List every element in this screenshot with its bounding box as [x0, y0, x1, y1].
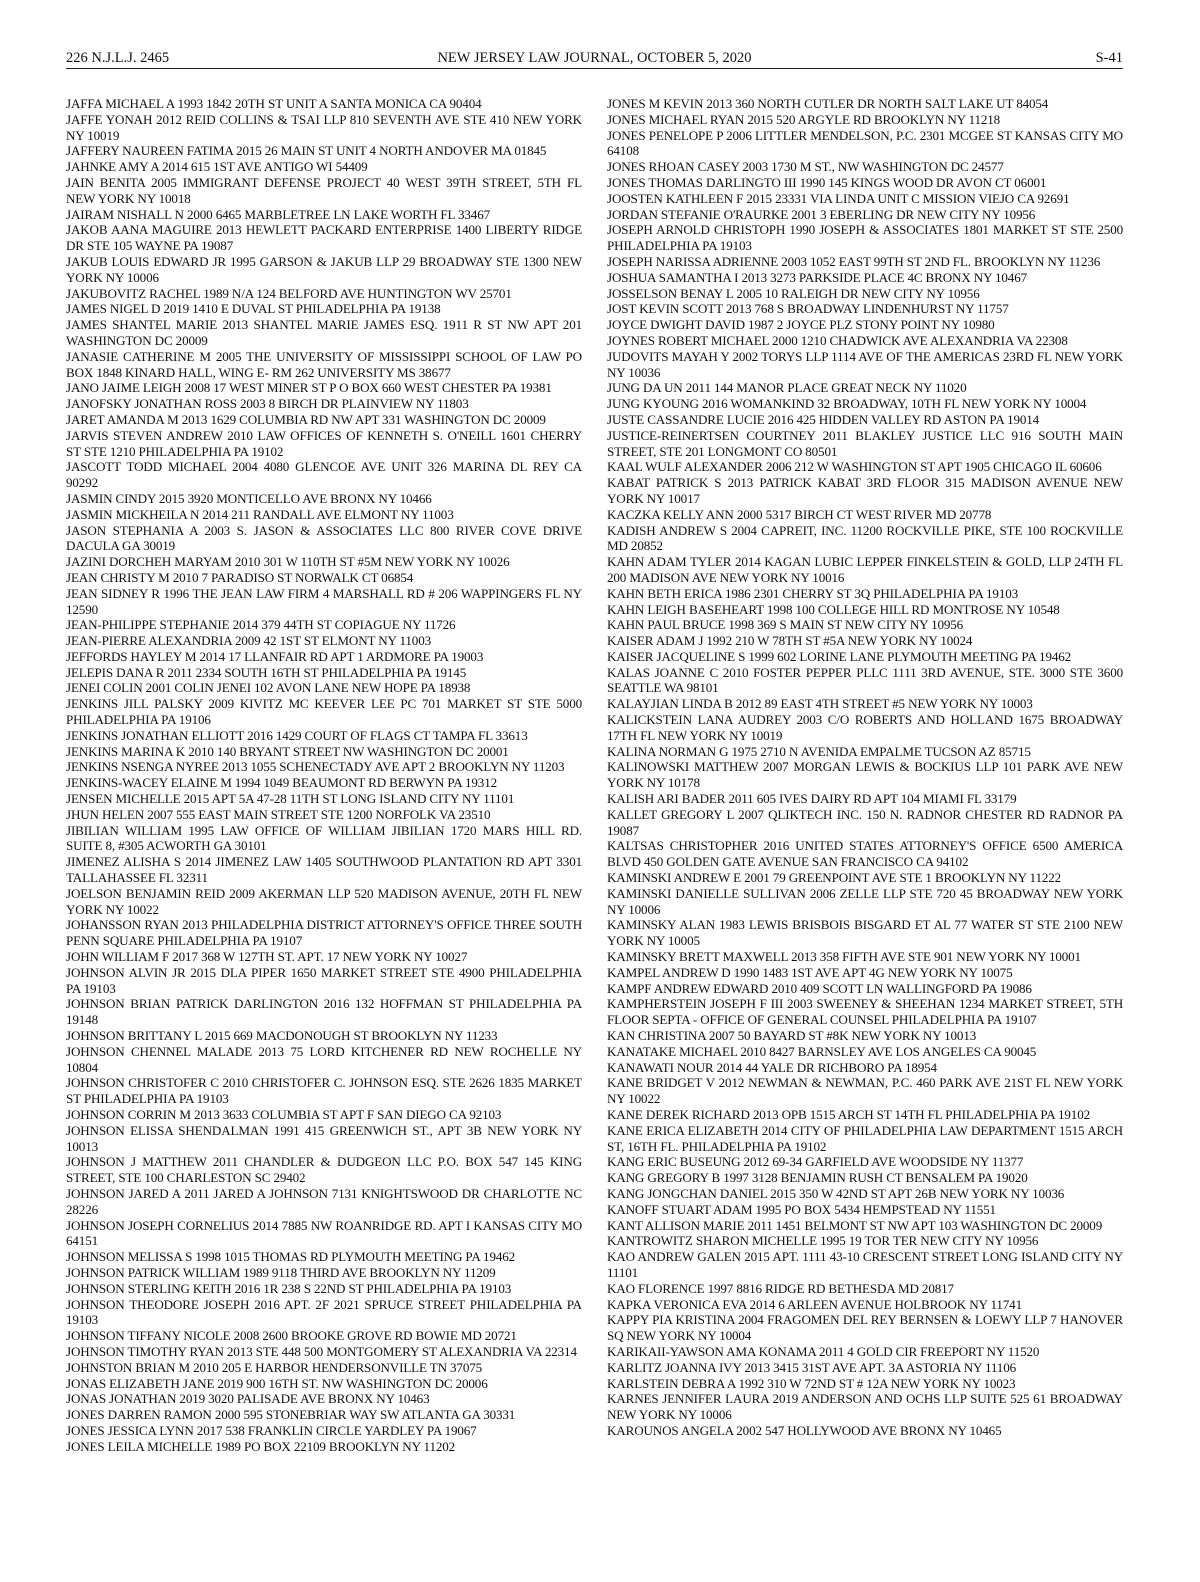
directory-entry: KALINA NORMAN G 1975 2710 N AVENIDA EMPALME TUCSON AZ 85715 [607, 743, 1031, 759]
directory-entry: KANG ERIC BUSEUNG 2012 69-34 GARFIELD AVE WOODSIDE NY 11377 [607, 1154, 1024, 1170]
directory-entry: JOHNSON TIMOTHY RYAN 2013 STE 448 500 MONTGOMERY ST ALEXANDRIA VA 22314 [66, 1343, 577, 1359]
directory-entry: JUDOVITS MAYAH Y 2002 TORYS LLP 1114 AVE OF THE AMERICAS 23RD FL NEW YORK NY 10036 [607, 348, 1123, 380]
directory-entry: JAIN BENITA 2005 IMMIGRANT DEFENSE PROJECT 40 WEST 39TH STREET, 5TH FL NEW YORK NY 10018 [66, 174, 582, 206]
directory-entry: KANAWATI NOUR 2014 44 YALE DR RICHBORO PA 18954 [607, 1059, 937, 1075]
directory-entry: JAMES SHANTEL MARIE 2013 SHANTEL MARIE JAMES ESQ. 1911 R ST NW APT 201 WASHINGTON DC 20009 [66, 317, 582, 348]
directory-entry: JOYCE DWIGHT DAVID 1987 2 JOYCE PLZ STONY POINT NY 10980 [607, 317, 995, 333]
directory-entry: JEAN CHRISTY M 2010 7 PARADISO ST NORWALK CT 06854 [66, 569, 414, 585]
directory-entry: JAKOB AANA MAGUIRE 2013 HEWLETT PACKARD ENTERPRISE 1400 LIBERTY RIDGE DR STE 105 WAYNE PA 19087 [66, 222, 582, 254]
directory-entry: JEAN-PHILIPPE STEPHANIE 2014 379 44TH ST COPIAGUE NY 11726 [66, 617, 456, 633]
directory-entry: JASCOTT TODD MICHAEL 2004 4080 GLENCOE AVE UNIT 326 MARINA DL REY CA 90292 [66, 459, 582, 491]
directory-entry: JUSTICE-REINERTSEN COURTNEY 2011 BLAKLEY JUSTICE LLC 916 SOUTH MAIN STREET, STE 201 LONGMONT CO 80501 [607, 427, 1123, 459]
directory-entry: JENKINS NSENGA NYREE 2013 1055 SCHENECTADY AVE APT 2 BROOKLYN NY 11203 [66, 759, 565, 775]
directory-entry: KALAS JOANNE C 2010 FOSTER PEPPER PLLC 1111 3RD AVENUE, STE. 3000 STE 3600 SEATTLE WA 98101 [607, 664, 1123, 696]
directory-entry: JIMENEZ ALISHA S 2014 JIMENEZ LAW 1405 SOUTHWOOD PLANTATION RD APT 3301 TALLAHASSEE FL 32311 [66, 854, 582, 886]
directory-entry: KAMINSKI DANIELLE SULLIVAN 2006 ZELLE LLP STE 720 45 BROADWAY NEW YORK NY 10006 [607, 885, 1123, 917]
directory-entry: JAMES NIGEL D 2019 1410 E DUVAL ST PHILADELPHIA PA 19138 [66, 301, 441, 317]
directory-entry: KAHN ADAM TYLER 2014 KAGAN LUBIC LEPPER FINKELSTEIN & GOLD, LLP 24TH FL 200 MADISON AVE NEW YORK NY 10016 [607, 554, 1123, 585]
directory-entry: JARVIS STEVEN ANDREW 2010 LAW OFFICES OF KENNETH S. O'NEILL 1601 CHERRY ST STE 1210 PHILADELPHIA PA 19102 [66, 427, 582, 459]
directory-entry: JONES JESSICA LYNN 2017 538 FRANKLIN CIRCLE YARDLEY PA 19067 [66, 1422, 477, 1438]
page-header [66, 48, 1123, 69]
directory-entry: KAHN BETH ERICA 1986 2301 CHERRY ST 3Q PHILADELPHIA PA 19103 [607, 585, 1019, 601]
directory-entry: JOHNSON ALVIN JR 2015 DLA PIPER 1650 MARKET STREET STE 4900 PHILADELPHIA PA 19103 [66, 964, 582, 996]
directory-entry: KAMPHERSTEIN JOSEPH F III 2003 SWEENEY & SHEEHAN 1234 MARKET STREET, 5TH FLOOR SEPTA - OFFICE OF GENERAL COUNSEL PHILADELPHIA PA 19107 [607, 996, 1123, 1028]
directory-entry: JASMIN MICKHEILA N 2014 211 RANDALL AVE ELMONT NY 11003 [66, 506, 454, 522]
directory-entry: JOHNSON CHRISTOFER C 2010 CHRISTOFER C. JOHNSON ESQ. STE 2626 1835 MARKET ST PHILADELPHIA PA 19103 [66, 1075, 582, 1107]
directory-entry: JAKUBOVITZ RACHEL 1989 N/A 124 BELFORD AVE HUNTINGTON WV 25701 [66, 285, 512, 301]
directory-entry: KARLSTEIN DEBRA A 1992 310 W 72ND ST # 12A NEW YORK NY 10023 [607, 1375, 1016, 1391]
directory-entry: KAMINSKY BRETT MAXWELL 2013 358 FIFTH AVE STE 901 NEW YORK NY 10001 [607, 949, 1081, 965]
directory-entry: KAN CHRISTINA 2007 50 BAYARD ST #8K NEW YORK NY 10013 [607, 1028, 977, 1044]
directory-entry: JELEPIS DANA R 2011 2334 SOUTH 16TH ST PHILADELPHIA PA 19145 [66, 664, 467, 680]
directory-entry: KALAYJIAN LINDA B 2012 89 EAST 4TH STREET #5 NEW YORK NY 10003 [607, 696, 1033, 712]
directory-entry: JONES DARREN RAMON 2000 595 STONEBRIAR WAY SW ATLANTA GA 30331 [66, 1407, 516, 1423]
directory-entry: JENKINS JILL PALSKY 2009 KIVITZ MC KEEVER LEE PC 701 MARKET ST STE 5000 PHILADELPHIA PA 19106 [66, 696, 582, 728]
directory-entry: KAPPY PIA KRISTINA 2004 FRAGOMEN DEL REY BERNSEN & LOEWY LLP 7 HANOVER SQ NEW YORK NY 10004 [607, 1312, 1123, 1344]
directory-entry: JONES M KEVIN 2013 360 NORTH CUTLER DR NORTH SALT LAKE UT 84054 [607, 96, 1049, 111]
directory-entry: JEAN SIDNEY R 1996 THE JEAN LAW FIRM 4 MARSHALL RD # 206 WAPPINGERS FL NY 12590 [66, 585, 582, 617]
directory-entry: JOHNSON STERLING KEITH 2016 1R 238 S 22ND ST PHILADELPHIA PA 19103 [66, 1280, 512, 1296]
directory-entry: JOELSON BENJAMIN REID 2009 AKERMAN LLP 520 MADISON AVENUE, 20TH FL NEW YORK NY 10022 [66, 885, 582, 917]
directory-entry: KANE DEREK RICHARD 2013 OPB 1515 ARCH ST 14TH FL PHILADELPHIA PA 19102 [607, 1107, 1090, 1122]
directory-entry: KAROUNOS ANGELA 2002 547 HOLLYWOOD AVE BRONX NY 10465 [607, 1422, 1002, 1438]
directory-entry: JANO JAIME LEIGH 2008 17 WEST MINER ST P O BOX 660 WEST CHESTER PA 19381 [66, 380, 552, 396]
directory-entry: JONES MICHAEL RYAN 2015 520 ARGYLE RD BROOKLYN NY 11218 [607, 111, 1001, 127]
left-column [66, 96, 582, 1455]
directory-entry: JOHNSON J MATTHEW 2011 CHANDLER & DUDGEON LLC P.O. BOX 547 145 KING STREET, STE 100 CHARLESTON SC 29402 [66, 1154, 582, 1186]
directory-entry: JAFFERY NAUREEN FATIMA 2015 26 MAIN ST UNIT 4 NORTH ANDOVER MA 01845 [66, 143, 547, 159]
page-citation: 226 N.J.L.J. 2465 [66, 50, 170, 66]
directory-entry: JONES THOMAS DARLINGTO III 1990 145 KINGS WOOD DR AVON CT 06001 [607, 174, 1047, 190]
directory-entry: KANE ERICA ELIZABETH 2014 CITY OF PHILADELPHIA LAW DEPARTMENT 1515 ARCH ST, 16TH FL. PHILADELPHIA PA 19102 [607, 1122, 1123, 1154]
directory-entry: JENEI COLIN 2001 COLIN JENEI 102 AVON LANE NEW HOPE PA 18938 [66, 680, 471, 696]
directory-entry: KAMINSKI ANDREW E 2001 79 GREENPOINT AVE STE 1 BROOKLYN NY 11222 [607, 870, 1062, 886]
directory-entry: JOHNSON TIFFANY NICOLE 2008 2600 BROOKE GROVE RD BOWIE MD 20721 [66, 1328, 517, 1344]
directory-entry: JOSEPH ARNOLD CHRISTOPH 1990 JOSEPH & ASSOCIATES 1801 MARKET ST STE 2500 PHILADELPHIA PA 19103 [607, 222, 1123, 254]
directory-entry: JOHNSON MELISSA S 1998 1015 THOMAS RD PLYMOUTH MEETING PA 19462 [66, 1249, 516, 1265]
directory-entry: JASMIN CINDY 2015 3920 MONTICELLO AVE BRONX NY 10466 [66, 490, 432, 506]
directory-entry: JONAS JONATHAN 2019 3020 PALISADE AVE BRONX NY 10463 [66, 1391, 430, 1407]
directory-entry: JAFFE YONAH 2012 REID COLLINS & TSAI LLP 810 SEVENTH AVE STE 410 NEW YORK NY 10019 [66, 111, 582, 143]
directory-entry: JANASIE CATHERINE M 2005 THE UNIVERSITY OF MISSISSIPPI SCHOOL OF LAW PO BOX 1848 KINARD HALL, WING E- RM 262 UNIVERSITY MS 38677 [66, 348, 582, 380]
directory-entry: KAHN PAUL BRUCE 1998 369 S MAIN ST NEW CITY NY 10956 [607, 617, 964, 633]
directory-entry: JONAS ELIZABETH JANE 2019 900 16TH ST. NW WASHINGTON DC 20006 [66, 1375, 488, 1391]
directory-entry: KAAL WULF ALEXANDER 2006 212 W WASHINGTON ST APT 1905 CHICAGO IL 60606 [607, 459, 1102, 475]
directory-entry: JEAN-PIERRE ALEXANDRIA 2009 42 1ST ST ELMONT NY 11003 [66, 633, 431, 649]
directory-entry: KAMPEL ANDREW D 1990 1483 1ST AVE APT 4G NEW YORK NY 10075 [607, 964, 1013, 980]
directory-entry: JENKINS-WACEY ELAINE M 1994 1049 BEAUMONT RD BERWYN PA 19312 [66, 775, 497, 791]
directory-entry: JAHNKE AMY A 2014 615 1ST AVE ANTIGO WI 54409 [66, 159, 368, 175]
directory-entry: JASON STEPHANIA A 2003 S. JASON & ASSOCIATES LLC 800 RIVER COVE DRIVE DACULA GA 30019 [66, 522, 582, 554]
directory-entry: JOHNSON PATRICK WILLIAM 1989 9118 THIRD AVE BROOKLYN NY 11209 [66, 1264, 496, 1280]
directory-entry: JONES RHOAN CASEY 2003 1730 M ST., NW WASHINGTON DC 24577 [607, 159, 1004, 175]
directory-entry: JOHNSON JOSEPH CORNELIUS 2014 7885 NW ROANRIDGE RD. APT I KANSAS CITY MO 64151 [66, 1217, 582, 1249]
directory-entry: KACZKA KELLY ANN 2000 5317 BIRCH CT WEST RIVER MD 20778 [607, 506, 992, 522]
directory-entry: JUSTE CASSANDRE LUCIE 2016 425 HIDDEN VALLEY RD ASTON PA 19014 [607, 411, 1040, 427]
directory-entry: KABAT PATRICK S 2013 PATRICK KABAT 3RD FLOOR 315 MADISON AVENUE NEW YORK NY 10017 [607, 475, 1123, 506]
directory-entry: KARLITZ JOANNA IVY 2013 3415 31ST AVE APT. 3A ASTORIA NY 11106 [607, 1359, 1016, 1375]
directory-entry: KAHN LEIGH BASEHEART 1998 100 COLLEGE HILL RD MONTROSE NY 10548 [607, 601, 1060, 617]
directory-entry: JAZINI DORCHEH MARYAM 2010 301 W 110TH ST #5M NEW YORK NY 10026 [66, 554, 510, 570]
directory-entry: JONES PENELOPE P 2006 LITTLER MENDELSON, P.C. 2301 MCGEE ST KANSAS CITY MO 64108 [607, 127, 1123, 159]
directory-entry: JOSHUA SAMANTHA I 2013 3273 PARKSIDE PLACE 4C BRONX NY 10467 [607, 269, 1027, 285]
directory-entry: KARNES JENNIFER LAURA 2019 ANDERSON AND OCHS LLP SUITE 525 61 BROADWAY NEW YORK NY 10006 [607, 1391, 1123, 1423]
directory-entry: KANATAKE MICHAEL 2010 8427 BARNSLEY AVE LOS ANGELES CA 90045 [607, 1043, 1037, 1059]
directory-entry: KAMINSKY ALAN 1983 LEWIS BRISBOIS BISGARD ET AL 77 WATER ST STE 2100 NEW YORK NY 10005 [607, 917, 1123, 949]
directory-entry: JOHN WILLIAM F 2017 368 W 127TH ST. APT. 17 NEW YORK NY 10027 [66, 949, 468, 965]
directory-entry: KAISER ADAM J 1992 210 W 78TH ST #5A NEW YORK NY 10024 [607, 633, 973, 649]
directory-entry: KANG GREGORY B 1997 3128 BENJAMIN RUSH CT BENSALEM PA 19020 [607, 1170, 1028, 1186]
directory-entry: JAKUB LOUIS EDWARD JR 1995 GARSON & JAKUB LLP 29 BROADWAY STE 1300 NEW YORK NY 10006 [66, 253, 582, 285]
directory-entry: JENSEN MICHELLE 2015 APT 5A 47-28 11TH ST LONG ISLAND CITY NY 11101 [66, 791, 515, 807]
directory-entry: KANG JONGCHAN DANIEL 2015 350 W 42ND ST APT 26B NEW YORK NY 10036 [607, 1185, 1065, 1201]
right-column [607, 96, 1123, 1439]
publication-title: NEW JERSEY LAW JOURNAL, OCTOBER 5, 2020 [437, 50, 752, 66]
directory-entry: JARET AMANDA M 2013 1629 COLUMBIA RD NW APT 331 WASHINGTON DC 20009 [66, 411, 546, 427]
directory-entry: KAPKA VERONICA EVA 2014 6 ARLEEN AVENUE HOLBROOK NY 11741 [607, 1296, 1022, 1312]
directory-entry: KALICKSTEIN LANA AUDREY 2003 C/O ROBERTS AND HOLLAND 1675 BROADWAY 17TH FL NEW YORK NY 10019 [607, 712, 1123, 743]
directory-entry: JOHNSTON BRIAN M 2010 205 E HARBOR HENDERSONVILLE TN 37075 [66, 1359, 483, 1375]
directory-entry: JOHNSON ELISSA SHENDALMAN 1991 415 GREENWICH ST., APT 3B NEW YORK NY 10013 [66, 1122, 582, 1154]
directory-entry: JUNG DA UN 2011 144 MANOR PLACE GREAT NECK NY 11020 [607, 380, 967, 396]
directory-entry: KALTSAS CHRISTOPHER 2016 UNITED STATES ATTORNEY'S OFFICE 6500 AMERICA BLVD 450 GOLDEN GATE AVENUE SAN FRANCISCO CA 94102 [607, 838, 1123, 870]
directory-entry: KANE BRIDGET V 2012 NEWMAN & NEWMAN, P.C. 460 PARK AVE 21ST FL NEW YORK NY 10022 [607, 1075, 1123, 1107]
page-number: S-41 [1095, 50, 1123, 66]
directory-entry: KANT ALLISON MARIE 2011 1451 BELMONT ST NW APT 103 WASHINGTON DC 20009 [607, 1217, 1103, 1233]
directory-entry: KALLET GREGORY L 2007 QLIKTECH INC. 150 N. RADNOR CHESTER RD RADNOR PA 19087 [607, 806, 1123, 838]
directory-entry: KALINOWSKI MATTHEW 2007 MORGAN LEWIS & BOCKIUS LLP 101 PARK AVE NEW YORK NY 10178 [607, 759, 1123, 791]
directory-entry: JOSSELSON BENAY L 2005 10 RALEIGH DR NEW CITY NY 10956 [607, 285, 980, 301]
directory-entry: KARIKAII-YAWSON AMA KONAMA 2011 4 GOLD CIR FREEPORT NY 11520 [607, 1343, 1040, 1359]
directory-entry: JAFFA MICHAEL A 1993 1842 20TH ST UNIT A SANTA MONICA CA 90404 [66, 96, 482, 111]
directory-entry: JOHNSON BRIAN PATRICK DARLINGTON 2016 132 HOFFMAN ST PHILADELPHIA PA 19148 [66, 996, 582, 1028]
directory-entry: JOYNES ROBERT MICHAEL 2000 1210 CHADWICK AVE ALEXANDRIA VA 22308 [607, 332, 1068, 348]
directory-entry: JENKINS MARINA K 2010 140 BRYANT STREET NW WASHINGTON DC 20001 [66, 743, 509, 759]
directory-entry: KAISER JACQUELINE S 1999 602 LORINE LANE PLYMOUTH MEETING PA 19462 [607, 648, 1072, 664]
directory-entry: JONES LEILA MICHELLE 1989 PO BOX 22109 BROOKLYN NY 11202 [66, 1438, 456, 1454]
directory-entry: KADISH ANDREW S 2004 CAPREIT, INC. 11200 ROCKVILLE PIKE, STE 100 ROCKVILLE MD 20852 [607, 522, 1123, 554]
directory-entry: KAMPF ANDREW EDWARD 2010 409 SCOTT LN WALLINGFORD PA 19086 [607, 980, 1032, 996]
directory-entry: JOSEPH NARISSA ADRIENNE 2003 1052 EAST 99TH ST 2ND FL. BROOKLYN NY 11236 [607, 253, 1101, 269]
directory-entry: JOST KEVIN SCOTT 2013 768 S BROADWAY LINDENHURST NY 11757 [607, 301, 1009, 317]
directory-entry: JEFFORDS HAYLEY M 2014 17 LLANFAIR RD APT 1 ARDMORE PA 19003 [66, 648, 484, 664]
directory-entry: JOHANSSON RYAN 2013 PHILADELPHIA DISTRICT ATTORNEY'S OFFICE THREE SOUTH PENN SQUARE PHILADELPHIA PA 19107 [66, 917, 582, 949]
directory-entry: JHUN HELEN 2007 555 EAST MAIN STREET STE 1200 NORFOLK VA 23510 [66, 806, 491, 822]
directory-entry: JOHNSON CORRIN M 2013 3633 COLUMBIA ST APT F SAN DIEGO CA 92103 [66, 1107, 502, 1122]
directory-entry: JOHNSON CHENNEL MALADE 2013 75 LORD KITCHENER RD NEW ROCHELLE NY 10804 [66, 1043, 582, 1075]
directory-entry: JIBILIAN WILLIAM 1995 LAW OFFICE OF WILLIAM JIBILIAN 1720 MARS HILL RD. SUITE 8, #305 ACWORTH GA 30101 [66, 822, 582, 854]
directory-entry: KAO FLORENCE 1997 8816 RIDGE RD BETHESDA MD 20817 [607, 1280, 954, 1296]
directory-entry: JANOFSKY JONATHAN ROSS 2003 8 BIRCH DR PLAINVIEW NY 11803 [66, 396, 469, 412]
directory-entry: KAO ANDREW GALEN 2015 APT. 1111 43-10 CRESCENT STREET LONG ISLAND CITY NY 11101 [607, 1249, 1123, 1280]
directory-entry: JENKINS JONATHAN ELLIOTT 2016 1429 COURT OF FLAGS CT TAMPA FL 33613 [66, 727, 528, 743]
directory-entry: KALISH ARI BADER 2011 605 IVES DAIRY RD APT 104 MIAMI FL 33179 [607, 791, 1017, 807]
directory-entry: JOHNSON BRITTANY L 2015 669 MACDONOUGH ST BROOKLYN NY 11233 [66, 1028, 498, 1044]
directory-entry: KANTROWITZ SHARON MICHELLE 1995 19 TOR TER NEW CITY NY 10956 [607, 1233, 1039, 1249]
directory-entry: JUNG KYOUNG 2016 WOMANKIND 32 BROADWAY, 10TH FL NEW YORK NY 10004 [607, 396, 1087, 412]
directory-entry: JOHNSON THEODORE JOSEPH 2016 APT. 2F 2021 SPRUCE STREET PHILADELPHIA PA 19103 [66, 1296, 582, 1328]
directory-entry: KANOFF STUART ADAM 1995 PO BOX 5434 HEMPSTEAD NY 11551 [607, 1201, 996, 1217]
directory-entry: JOOSTEN KATHLEEN F 2015 23331 VIA LINDA UNIT C MISSION VIEJO CA 92691 [607, 190, 1070, 206]
directory-entry: JAIRAM NISHALL N 2000 6465 MARBLETREE LN LAKE WORTH FL 33467 [66, 206, 490, 222]
directory-entry: JORDAN STEFANIE O'RAURKE 2001 3 EBERLING DR NEW CITY NY 10956 [607, 206, 1036, 222]
directory-entry: JOHNSON JARED A 2011 JARED A JOHNSON 7131 KNIGHTSWOOD DR CHARLOTTE NC 28226 [66, 1185, 582, 1217]
